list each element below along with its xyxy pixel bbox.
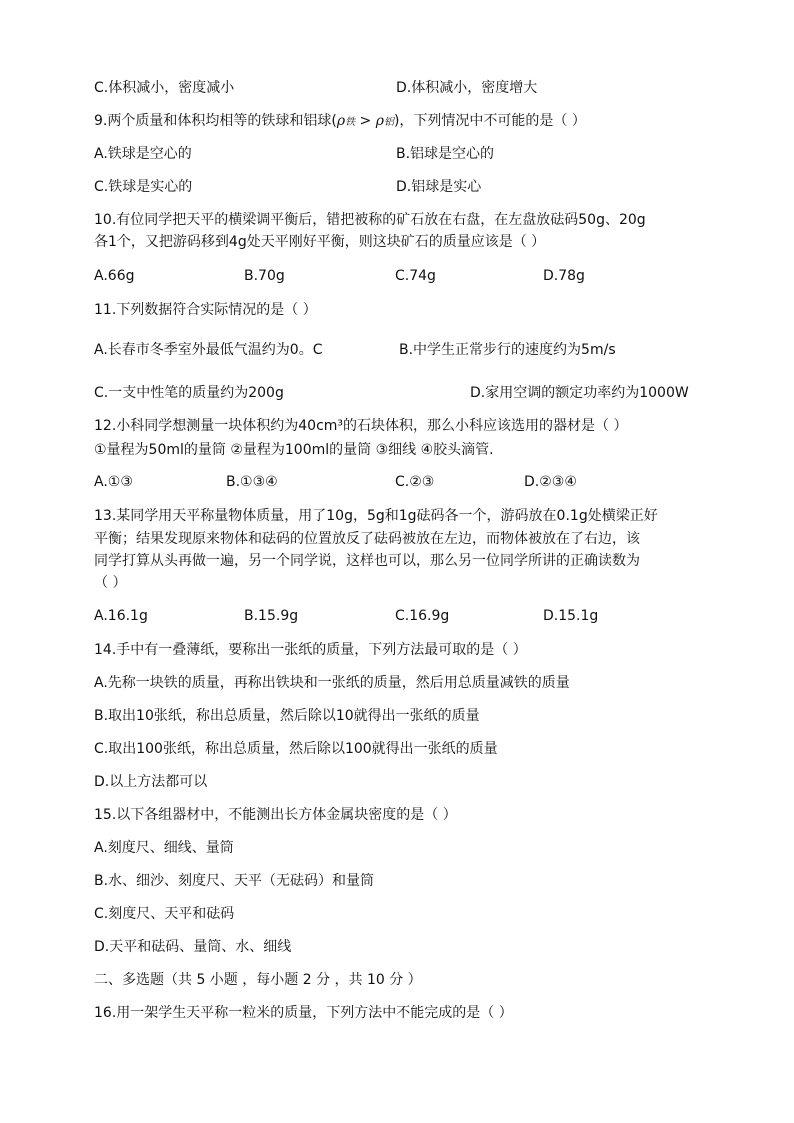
q9-rho-symbol-2: ρ (375, 113, 384, 129)
q10-option-c: C.74g (395, 268, 436, 284)
q9-option-a: A.铁球是空心的 (94, 146, 192, 162)
q11-stem: 11.下列数据符合实际情况的是（ ） (94, 302, 317, 318)
q9-option-d: D.铝球是实心 (396, 179, 482, 195)
q12-option-b: B.①③④ (226, 474, 278, 490)
q14-option-b: B.取出10张纸，称出总质量，然后除以10就得出一张纸的质量 (94, 708, 480, 724)
q9-sub-al: 铝 (383, 117, 394, 128)
q9-option-c: C.铁球是实心的 (94, 179, 193, 195)
q13-option-a: A.16.1g (94, 608, 148, 624)
q13-option-b: B.15.9g (244, 608, 299, 624)
q12-stem: 12.小科同学想测量一块体积约为40cm³的石块体积，那么小科应该选用的器材是（ ） (94, 418, 628, 434)
q10-option-b: B.70g (244, 268, 285, 284)
q10-option-d: D.78g (543, 268, 585, 284)
q15-option-a: A.刻度尺、细线、量筒 (94, 840, 234, 856)
q8-option-c: C.体积减小，密度减小 (94, 80, 235, 96)
q14-stem: 14.手中有一叠薄纸，要称出一张纸的质量，下列方法最可取的是（ ） (94, 642, 527, 658)
q15-stem: 15.以下各组器材中，不能测出长方体金属块密度的是（ ） (94, 807, 457, 823)
q12-option-d: D.②③④ (524, 474, 577, 490)
q9-stem-b: )，下列情况中不可能的是（ ） (393, 113, 586, 129)
q15-option-c: C.刻度尺、天平和砝码 (94, 906, 235, 922)
q15-option-b: B.水、细沙、刻度尺、天平（无砝码）和量筒 (94, 873, 375, 889)
q9-rho-al (376, 113, 394, 129)
q13-option-c: C.16.9g (395, 608, 450, 624)
q11-option-b: B.中学生正常步行的速度约为5m/s (399, 342, 616, 358)
q14-option-a: A.先称一块铁的质量，再称出铁块和一张纸的质量，然后用总质量减铁的质量 (94, 675, 570, 691)
q9-option-b: B.铝球是空心的 (396, 146, 495, 162)
q13-line-2: 平衡；结果发现原来物体和砝码的位置放反了砝码被放在左边，而物体被放在了右边，该 (94, 531, 640, 547)
section-2-heading: 二、多选题（共 5 小题 ，每小题 2 分 ，共 10 分 ） (94, 972, 422, 988)
q10-option-a: A.66g (94, 268, 135, 284)
q9-sub-iron: 铁 (345, 117, 356, 128)
q14-option-d: D.以上方法都可以 (94, 774, 208, 790)
q11-option-a: A.长春市冬季室外最低气温约为0。C (94, 342, 323, 358)
q8-option-d: D.体积减小，密度增大 (396, 80, 538, 96)
q12-items: ①量程为50ml的量筒 ②量程为100ml的量筒 ③细线 ④胶头滴管. (94, 442, 494, 458)
q10-line-1: 10.有位同学把天平的横梁调平衡后，错把被称的矿石放在右盘，在左盘放砝码50g、20g (94, 212, 646, 228)
q9-rho-symbol-1: ρ (336, 113, 346, 129)
q10-line-2: 各1个，又把游码移到4g处天平刚好平衡，则这块矿石的质量应该是（ ） (94, 234, 546, 250)
q11-option-c: C.一支中性笔的质量约为200g (94, 385, 284, 401)
q13-line-4: （ ） (94, 575, 127, 591)
q16-stem: 16.用一架学生天平称一粒米的质量，下列方法中不能完成的是（ ） (94, 1005, 513, 1021)
q13-option-d: D.15.1g (543, 608, 599, 624)
q9-rho-iron (337, 113, 355, 129)
q9-stem (94, 111, 586, 133)
q11-option-d: D.家用空调的额定功率约为1000W (470, 385, 689, 401)
q14-option-c: C.取出100张纸，称出总质量，然后除以100就得出一张纸的质量 (94, 741, 498, 757)
q13-line-3: 同学打算从头再做一遍，另一个同学说，这样也可以，那么另一位同学所讲的正确读数为 (94, 553, 640, 569)
q12-option-a: A.①③ (94, 474, 133, 490)
q15-option-d: D.天平和砝码、量筒、水、细线 (94, 939, 292, 955)
q12-option-c: C.②③ (395, 474, 435, 490)
q13-line-1: 13.某同学用天平称量物体质量，用了10g，5g和1g砝码各一个，游码放在0.1g处横梁正好 (94, 508, 658, 524)
q9-stem-a: 9.两个质量和体积均相等的铁球和铝球( (94, 113, 337, 129)
q9-gt: > (355, 113, 376, 129)
